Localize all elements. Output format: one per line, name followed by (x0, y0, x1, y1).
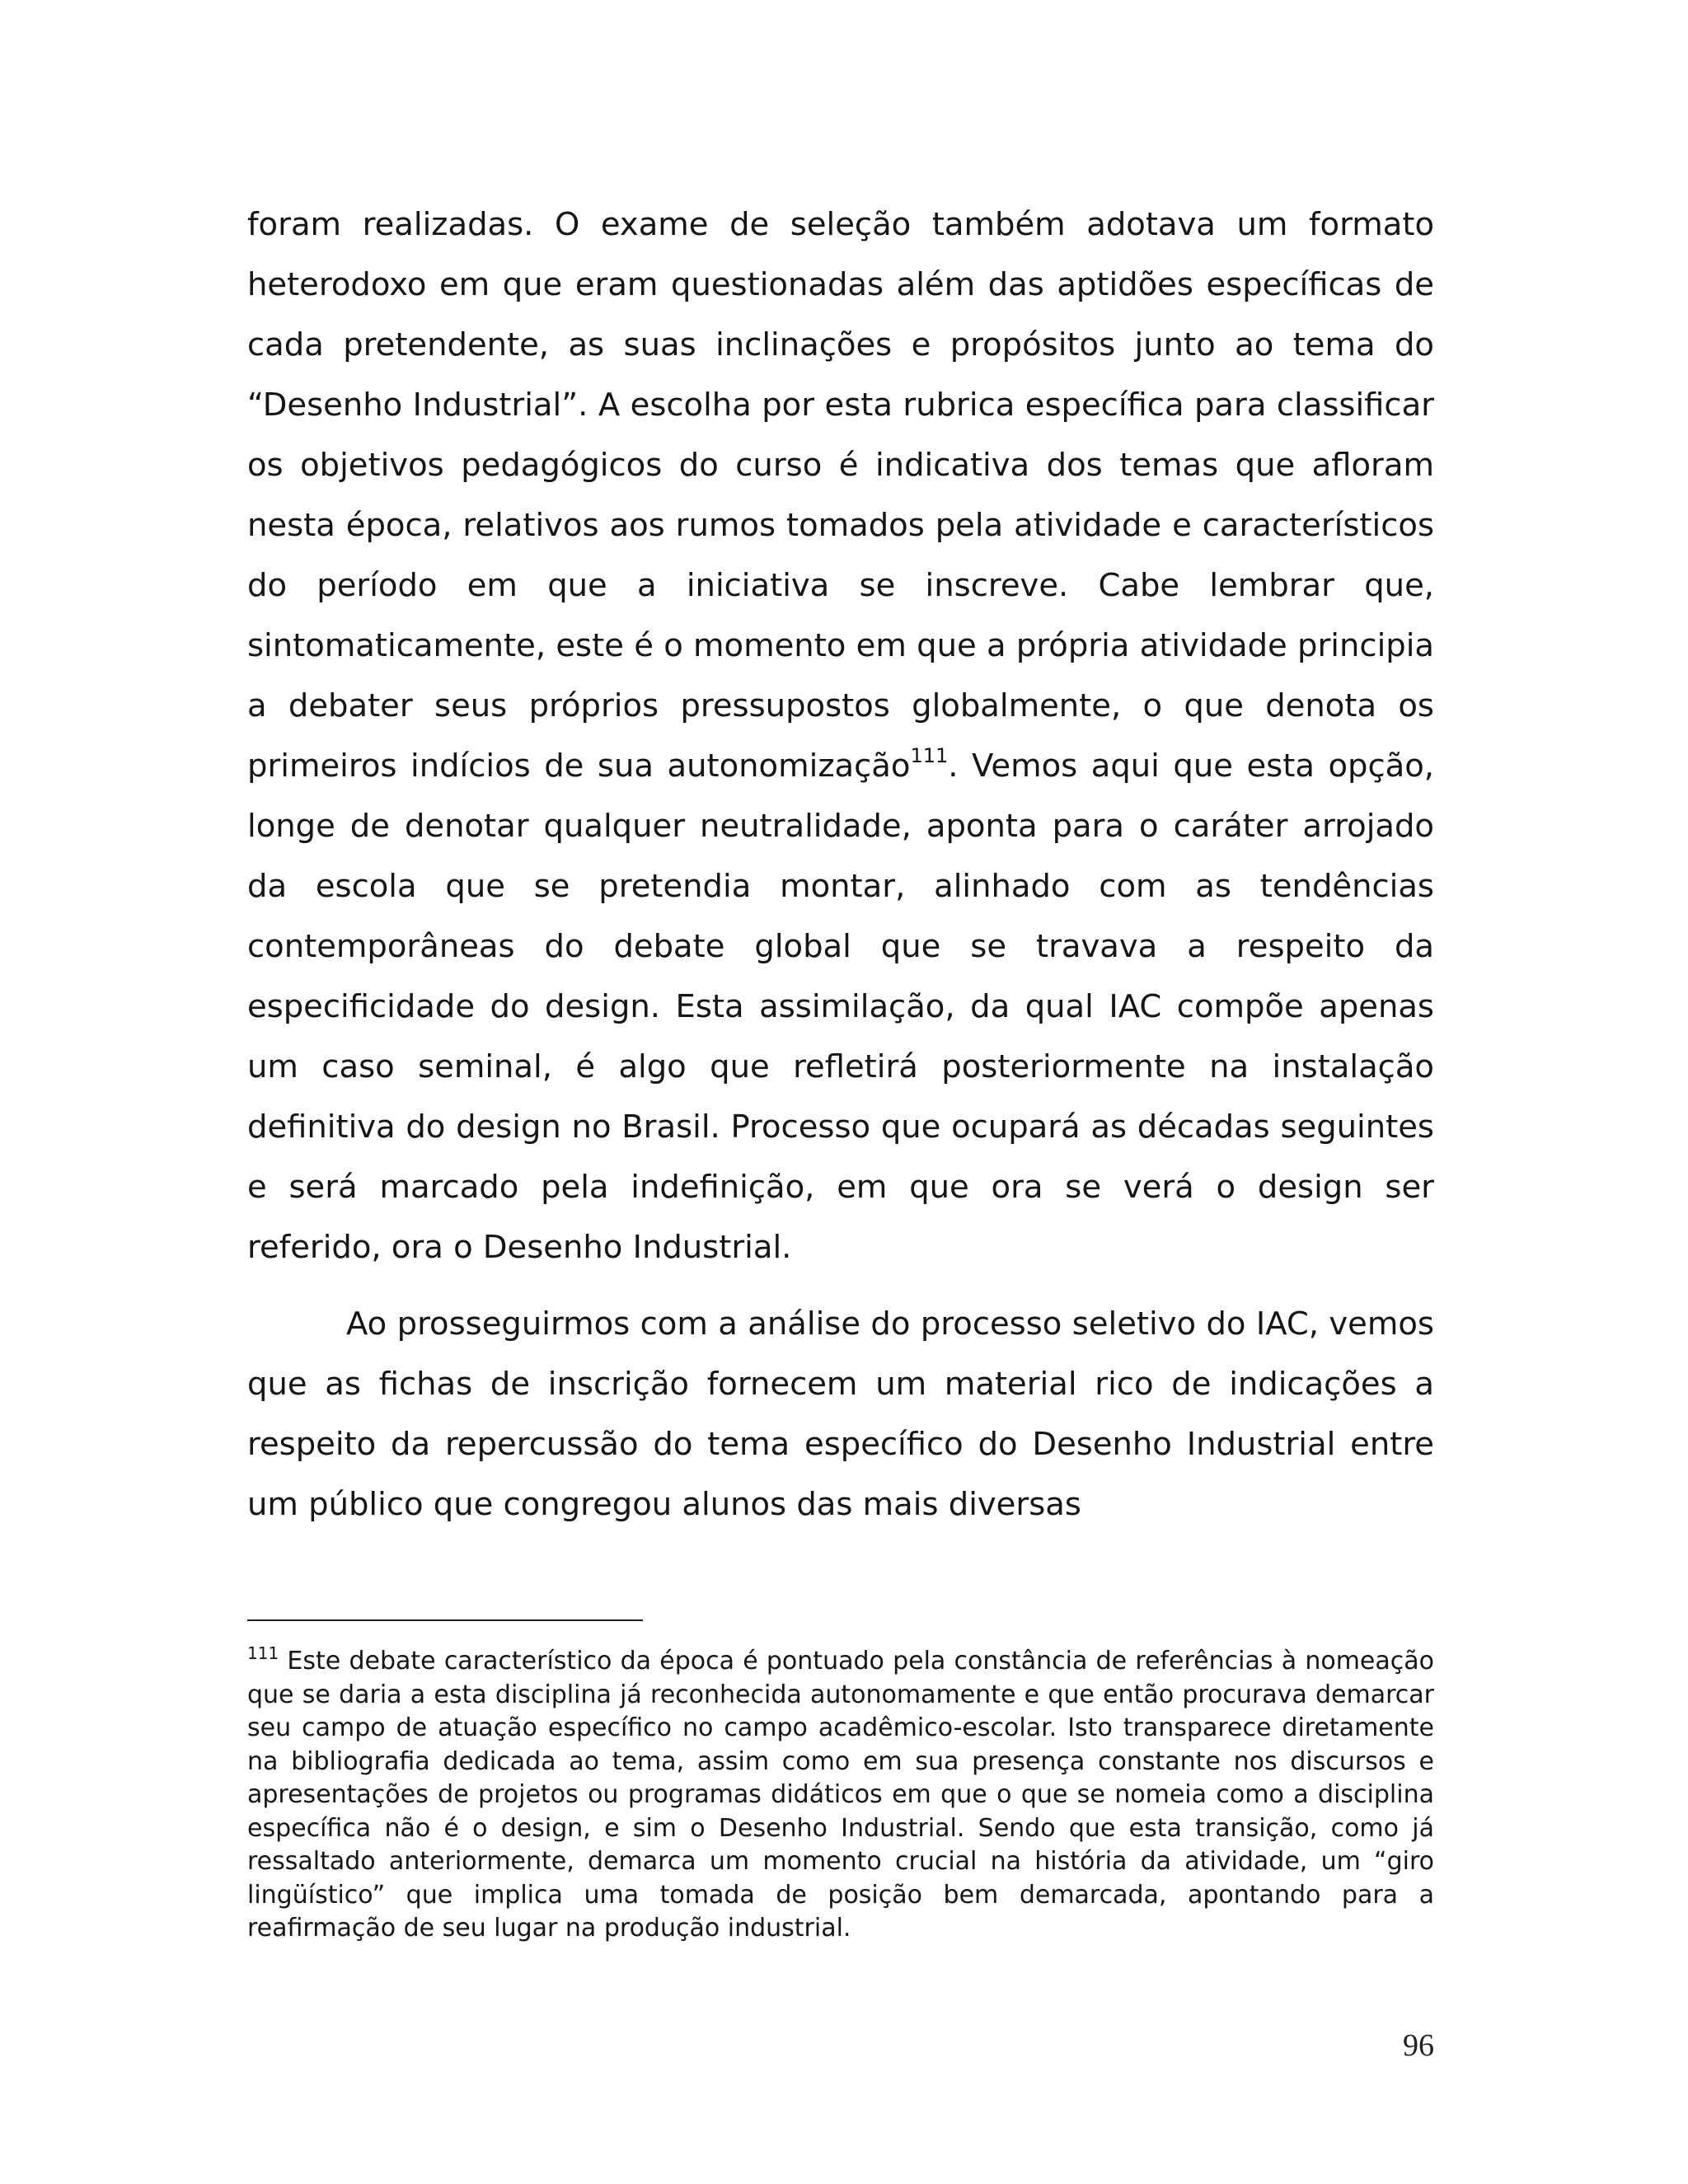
body-text (247, 194, 1434, 1535)
footnote-number: 111 (247, 1643, 279, 1663)
paragraph-2: Ao prosseguirmos com a análise do processo seletivo do IAC, vemos que as fichas de inscrição fornecem um material rico de indicações a respeito da repercussão do tema específico do Desenho Industrial entre um público que congregou alunos das mais diversas (247, 1305, 1434, 1523)
footnote-reference: 111 (910, 744, 949, 767)
footnote (247, 1645, 1434, 1946)
footnote-separator (247, 1619, 643, 1621)
footnote-text: Este debate característico da época é pontuado pela constância de referências à nomeação que se daria a esta disciplina já reconhecida autonomamente e que então procurava demarcar seu campo de atuação específico no campo acadêmico-escolar. Isto transparece diretamente na bibliografia dedicada ao tema, assim como em sua presença constante nos discursos e apresentações de projetos ou programas didáticos em que o que se nomeia como a disciplina específica não é o design, e sim o Desenho Industrial. Sendo que esta transição, como já ressaltado anteriormente, demarca um momento crucial na história da atividade, um “giro lingüístico” que implica uma tomada de posição bem demarcada, apontando para a reafirmação de seu lugar na produção industrial. (247, 1647, 1434, 1943)
page-number: 96 (1403, 2028, 1434, 2063)
paragraph-1 (247, 194, 1434, 1277)
paragraph-1-text-a: foram realizadas. O exame de seleção também adotava um formato heterodoxo em que eram questionadas além das aptidões específicas de cada pretendente, as suas inclinações e propósitos junto ao tema do “Desenho Industrial”. A escolha por esta rubrica específica para classificar os objetivos pedagógicos do curso é indicativa dos temas que afloram nesta época, relativos aos rumos tomados pela atividade e característicos do período em que a iniciativa se inscreve. Cabe lembrar que, sintomaticamente, este é o momento em que a própria atividade principia a debater seus próprios pressupostos globalmente, o que denota os primeiros indícios de sua autonomização (247, 206, 1434, 785)
paragraph-1-text-b: . Vemos aqui que esta opção, longe de denotar qualquer neutralidade, aponta para o caráter arrojado da escola que se pretendia montar, alinhado com as tendências contemporâneas do debate global que se travava a respeito da especificidade do design. Esta assimilação, da qual IAC compõe apenas um caso seminal, é algo que refletirá posteriormente na instalação definitiva do design no Brasil. Processo que ocupará as décadas seguintes e será marcado pela indefinição, em que ora se verá o design ser referido, ora o Desenho Industrial. (247, 748, 1434, 1266)
